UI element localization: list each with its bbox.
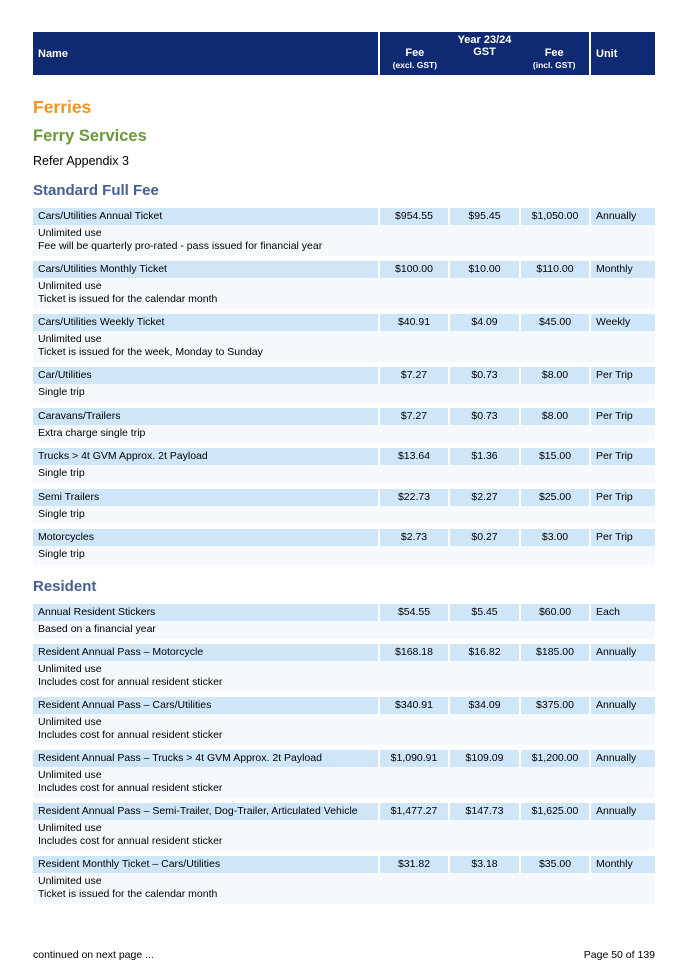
description-line: Single trip — [38, 548, 85, 560]
row-unit: Per Trip — [591, 408, 655, 425]
row-unit: Annually — [591, 644, 655, 661]
header-fee-incl: Fee (incl. GST) — [532, 47, 576, 70]
row-unit: Each — [591, 604, 655, 621]
row-gst: $109.09 — [450, 750, 519, 767]
row-name: Resident Annual Pass – Cars/Utilities — [33, 697, 378, 714]
row-gst: $10.00 — [450, 261, 519, 278]
header-gst: GST — [473, 46, 496, 58]
row-fee-excl: $954.55 — [380, 208, 448, 225]
row-fee-incl: $1,200.00 — [521, 750, 589, 767]
row-fee-excl: $54.55 — [380, 604, 448, 621]
table-row — [33, 697, 655, 714]
page-number: Page 50 of 139 — [583, 949, 655, 961]
description-line: Single trip — [38, 507, 85, 520]
row-name: Caravans/Trailers — [33, 408, 378, 425]
table-row — [33, 367, 655, 384]
row-gst: $2.27 — [450, 489, 519, 506]
table-row — [33, 314, 655, 331]
row-fee-excl: $31.82 — [380, 856, 448, 873]
fee-table — [33, 604, 655, 905]
row-gst: $0.27 — [450, 529, 519, 546]
table-row — [33, 208, 655, 225]
table-row — [33, 408, 655, 425]
description-line: Fee will be quarterly pro-rated - pass issued for financial year — [38, 239, 323, 252]
description-line: Unlimited use — [38, 822, 102, 834]
row-description — [33, 331, 655, 362]
row-fee-incl: $110.00 — [521, 261, 589, 278]
row-description — [33, 820, 655, 851]
header-unit: Unit — [591, 32, 655, 75]
table-row — [33, 644, 655, 661]
description-line: Includes cost for annual resident sticker — [38, 834, 223, 847]
row-gst: $4.09 — [450, 314, 519, 331]
row-name: Resident Annual Pass – Semi-Trailer, Dog-Trailer, Articulated Vehicle — [33, 803, 378, 820]
description-line: Includes cost for annual resident sticker — [38, 781, 223, 794]
row-description — [33, 767, 655, 798]
row-fee-excl: $1,477.27 — [380, 803, 448, 820]
description-line: Based on a financial year — [38, 622, 156, 635]
description-line: Unlimited use — [38, 280, 102, 292]
header-fee-excl: Fee (excl. GST) — [392, 47, 438, 70]
row-gst: $34.09 — [450, 697, 519, 714]
description-line: Single trip — [38, 467, 85, 479]
row-gst: $95.45 — [450, 208, 519, 225]
fee-schedule-page — [33, 32, 655, 909]
row-gst: $0.73 — [450, 408, 519, 425]
row-name: Annual Resident Stickers — [33, 604, 378, 621]
row-gst: $5.45 — [450, 604, 519, 621]
header-year-group — [380, 32, 589, 75]
row-name: Cars/Utilities Monthly Ticket — [33, 261, 378, 278]
description-line: Unlimited use — [38, 769, 102, 781]
row-name: Semi Trailers — [33, 489, 378, 506]
row-description — [33, 714, 655, 745]
row-name: Resident Annual Pass – Motorcycle — [33, 644, 378, 661]
table-row — [33, 261, 655, 278]
row-gst: $1.36 — [450, 448, 519, 465]
row-fee-excl: $340.91 — [380, 697, 448, 714]
row-fee-incl: $15.00 — [521, 448, 589, 465]
row-unit: Per Trip — [591, 367, 655, 384]
row-unit: Per Trip — [591, 448, 655, 465]
row-unit: Per Trip — [591, 489, 655, 506]
row-fee-incl: $3.00 — [521, 529, 589, 546]
row-unit: Annually — [591, 208, 655, 225]
description-line: Extra charge single trip — [38, 426, 146, 439]
row-fee-excl: $40.91 — [380, 314, 448, 331]
row-fee-excl: $7.27 — [380, 367, 448, 384]
row-name: Motorcycles — [33, 529, 378, 546]
table-row — [33, 489, 655, 506]
description-line: Unlimited use — [38, 663, 102, 675]
row-fee-incl: $1,050.00 — [521, 208, 589, 225]
row-description — [33, 225, 655, 256]
row-unit: Monthly — [591, 856, 655, 873]
row-unit: Annually — [591, 697, 655, 714]
row-name: Car/Utilities — [33, 367, 378, 384]
group-title: Resident — [33, 577, 97, 595]
row-name: Cars/Utilities Annual Ticket — [33, 208, 378, 225]
row-fee-excl: $22.73 — [380, 489, 448, 506]
row-description — [33, 465, 655, 484]
row-description — [33, 546, 655, 565]
section-title: Ferries — [33, 97, 92, 117]
description-line: Unlimited use — [38, 227, 102, 239]
fee-table — [33, 208, 655, 565]
subsection-title: Ferry Services — [33, 127, 147, 145]
description-line: Unlimited use — [38, 875, 102, 887]
row-fee-incl: $60.00 — [521, 604, 589, 621]
row-fee-excl: $100.00 — [380, 261, 448, 278]
group-title: Standard Full Fee — [33, 182, 159, 199]
description-line: Ticket is issued for the calendar month — [38, 887, 218, 900]
row-fee-excl: $1,090.91 — [380, 750, 448, 767]
row-unit: Weekly — [591, 314, 655, 331]
description-line: Single trip — [38, 386, 85, 398]
row-description — [33, 873, 655, 904]
row-fee-incl: $35.00 — [521, 856, 589, 873]
row-name: Resident Monthly Ticket – Cars/Utilities — [33, 856, 378, 873]
row-gst: $16.82 — [450, 644, 519, 661]
description-line: Ticket is issued for the week, Monday to Sunday — [38, 345, 263, 358]
row-unit: Annually — [591, 803, 655, 820]
continued-note: continued on next page ... — [33, 949, 154, 961]
row-gst: $147.73 — [450, 803, 519, 820]
row-fee-incl: $45.00 — [521, 314, 589, 331]
table-row — [33, 604, 655, 621]
row-fee-incl: $8.00 — [521, 408, 589, 425]
description-line: Includes cost for annual resident sticker — [38, 675, 223, 688]
row-fee-excl: $13.64 — [380, 448, 448, 465]
description-line: Unlimited use — [38, 333, 102, 345]
description-line: Unlimited use — [38, 716, 102, 728]
row-description — [33, 425, 655, 444]
row-fee-incl: $1,625.00 — [521, 803, 589, 820]
row-gst: $0.73 — [450, 367, 519, 384]
table-row — [33, 448, 655, 465]
row-fee-excl: $168.18 — [380, 644, 448, 661]
row-name: Cars/Utilities Weekly Ticket — [33, 314, 378, 331]
row-gst: $3.18 — [450, 856, 519, 873]
header-year: Year 23/24 — [457, 34, 512, 46]
row-description — [33, 621, 655, 640]
description-line: Ticket is issued for the calendar month — [38, 292, 218, 305]
row-description — [33, 278, 655, 309]
row-name: Trucks > 4t GVM Approx. 2t Payload — [33, 448, 378, 465]
row-name: Resident Annual Pass – Trucks > 4t GVM Approx. 2t Payload — [33, 750, 378, 767]
table-row — [33, 803, 655, 820]
table-row — [33, 529, 655, 546]
row-description — [33, 661, 655, 692]
row-unit: Per Trip — [591, 529, 655, 546]
row-fee-incl: $185.00 — [521, 644, 589, 661]
row-description — [33, 506, 655, 525]
row-fee-incl: $8.00 — [521, 367, 589, 384]
row-unit: Monthly — [591, 261, 655, 278]
row-unit: Annually — [591, 750, 655, 767]
fee-groups — [33, 182, 655, 904]
table-row — [33, 856, 655, 873]
header-name: Name — [33, 32, 378, 75]
table-row — [33, 750, 655, 767]
row-fee-excl: $2.73 — [380, 529, 448, 546]
refer-note: Refer Appendix 3 — [33, 154, 129, 168]
row-fee-excl: $7.27 — [380, 408, 448, 425]
description-line: Includes cost for annual resident sticker — [38, 728, 223, 741]
row-description — [33, 384, 655, 403]
table-header — [33, 32, 655, 75]
row-fee-incl: $375.00 — [521, 697, 589, 714]
row-fee-incl: $25.00 — [521, 489, 589, 506]
